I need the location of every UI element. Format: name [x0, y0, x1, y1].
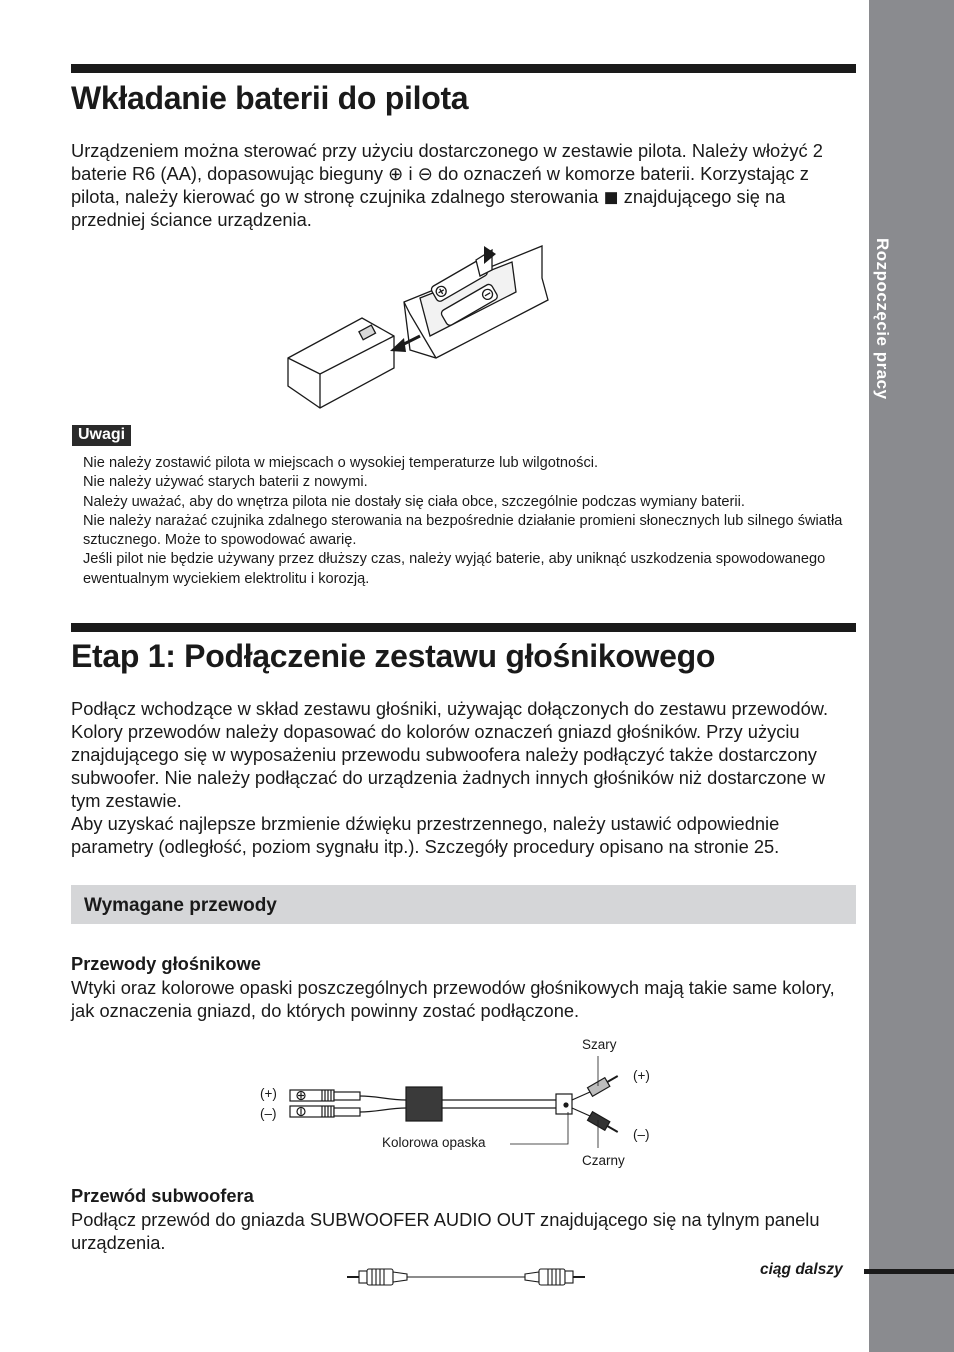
speakers-intro: Podłącz wchodzące w skład zestawu głośniki, używając dołączonych do zestawu przewodów. Kolory przewodów należy dopasować do kolorów oznaczeń gniazd głośników. Przy użyciu znajdującego się w wyposażeniu przewodu subwoofera należy podłączyć także dostarczony subwoofer. Nie należy podłączać do urządzenia żadnych innych głośników niż dostarczone w tym zestawie. Aby uzyskać najlepsze brzmienie dźwięku przestrzennego, należy ustawić odpowiednie parametry (odległość, poziom sygnału itp.). Szczegóły procedury opisano na stronie 25.: [71, 698, 829, 857]
label-plus-left: (+): [260, 1086, 277, 1101]
subwoofer-cable-illustration: [345, 1266, 590, 1288]
speaker-cords-title: Przewody głośnikowe: [71, 953, 261, 974]
note-item: Jeśli pilot nie będzie używany przez dłuższy czas, należy wyjąć baterie, aby uniknąć uszkodzenia spowodowanego ewentualnym wyciekiem elektrolitu i korozją.: [83, 551, 826, 587]
side-tab-label: Rozpoczęcie pracy: [873, 238, 892, 400]
section-rule: [71, 64, 856, 73]
label-plus-right: (+): [633, 1068, 650, 1083]
batteries-intro: Urządzeniem można sterować przy użyciu dostarczonego w zestawie pilota. Należy włożyć 2 baterie R6 (AA), dopasowując bieguny ⊕ i ⊖ do oznaczeń w komorze baterii. Korzystając z pilota, należy kierować go w stronę czujnika zdalnego sterowania ◼ znajdującego się na przedniej ściance urządzenia.: [71, 140, 823, 230]
label-black: Czarny: [582, 1153, 625, 1168]
notes-list: [83, 454, 863, 589]
note-item: Nie należy używać starych baterii z nowymi.: [83, 474, 368, 491]
section-title-batteries: Wkładanie baterii do pilota: [71, 80, 469, 116]
notes-badge: Uwagi: [72, 425, 131, 446]
subwoofer-cord-text: Podłącz przewód do gniazda SUBWOOFER AUDIO OUT znajdującego się na tylnym panelu urządzenia.: [71, 1209, 820, 1253]
label-minus-right: (–): [633, 1127, 650, 1142]
note-item: Nie należy zostawić pilota w miejscach o wysokiej temperaturze lub wilgotności.: [83, 455, 599, 471]
speaker-cords-text: Wtyki oraz kolorowe opaski poszczególnych przewodów głośnikowych mają takie same kolory, jak oznaczenia gniazd, do których powinny zostać podłączone.: [71, 977, 835, 1021]
section-rule: [71, 623, 856, 632]
label-minus-left: (–): [260, 1106, 277, 1121]
required-cables-heading: Wymagane przewody: [84, 895, 277, 916]
continued-line: [864, 1269, 954, 1274]
continued-label: ciąg dalszy: [760, 1261, 843, 1278]
label-grey: Szary: [582, 1037, 617, 1052]
note-item: Nie należy narażać czujnika zdalnego sterowania na bezpośrednie działanie promieni słonecznych lub silnego światła sztucznego. Może to spowodować awarię.: [83, 512, 843, 549]
cable-splitter-block: [406, 1087, 442, 1121]
remote-battery-illustration: [280, 240, 560, 415]
section-title-speakers: Etap 1: Podłączenie zestawu głośnikowego: [71, 638, 716, 674]
label-colour-band: Kolorowa opaska: [382, 1135, 486, 1150]
side-tab: [869, 0, 954, 1352]
note-item: Należy uważać, aby do wnętrza pilota nie dostały się ciała obce, szczególnie podczas wymiany baterii.: [83, 493, 745, 510]
subwoofer-cord-title: Przewód subwoofera: [71, 1185, 254, 1206]
